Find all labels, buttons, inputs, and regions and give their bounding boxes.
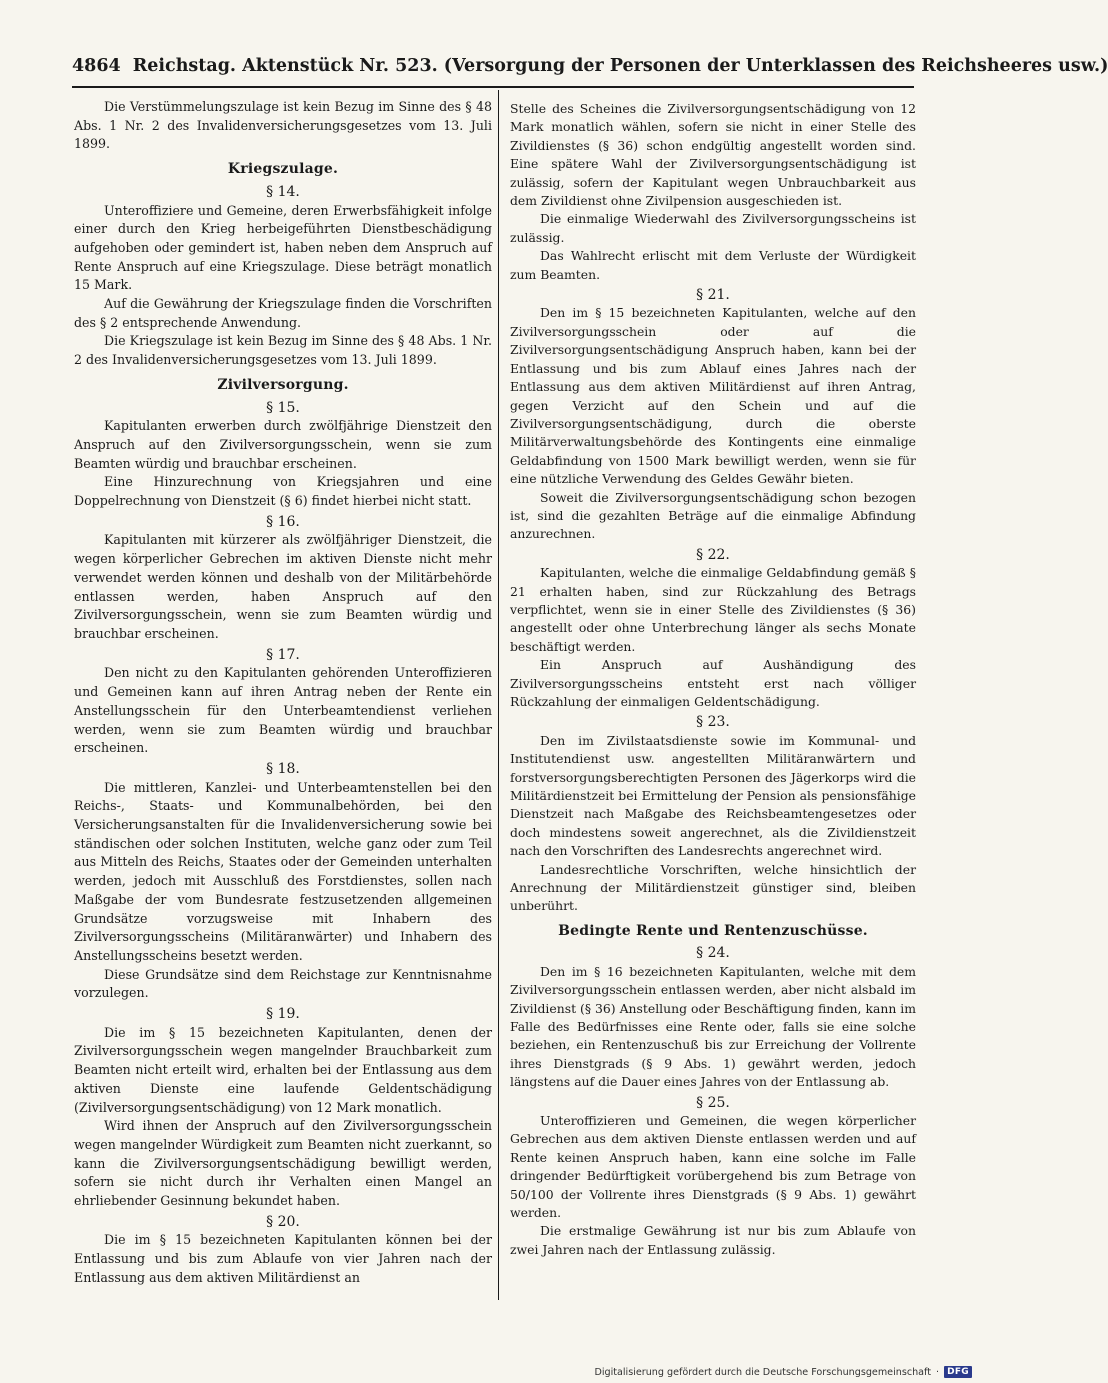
- body-paragraph: Kapitulanten, welche die einmalige Geldabfindung gemäß § 21 erhalten haben, sind zur Rückzahlung des Betrags verpflichtet, wenn sie in einer Stelle des Zivildienstes (§ 36) angestellt oder ohne Unterbrechung länger als sechs Monate beschäftigt werden.: [510, 565, 916, 654]
- header-rule: [72, 86, 914, 88]
- body-paragraph: Kapitulanten erwerben durch zwölfjährige Dienstzeit den Anspruch auf den Zivilversorgungsschein, wenn sie zum Beamten würdig und brauchbar erscheinen.: [74, 418, 492, 471]
- body-paragraph: Unteroffizieren und Gemeinen, die wegen körperlicher Gebrechen aus dem aktiven Dienste entlassen werden und auf Rente keinen Anspruch haben, kann eine solche im Falle dringender Bedürftigkeit vorübergehend bis zum Betrage von 50/100 der Vollrente ihres Dienstgrads (§ 9 Abs. 1) gewährt werden.: [510, 1112, 916, 1220]
- paragraph-number: § 18.: [266, 760, 300, 777]
- body-paragraph: Stelle des Scheines die Zivilversorgungsentschädigung von 12 Mark monatlich wählen, sofern sie nicht in einer Stelle des Zivildienstes (§ 36) schon endgültig angestellt worden sind. Eine spätere Wahl der Zivilversorgungsentschädigung ist zulässig, sofern der Kapitulant wegen Unbrauchbarkeit aus dem Zivildienst ohne Zivilpension ausgeschieden ist.: [510, 101, 916, 209]
- body-paragraph: Diese Grundsätze sind dem Reichstage zur Kenntnisnahme vorzulegen.: [74, 966, 492, 1001]
- body-paragraph: Den nicht zu den Kapitulanten gehörenden Unteroffizieren und Gemeinen kann auf ihren Antrag neben der Rente ein Anstellungsschein für den Unterbeamtendienst verliehen werden, wenn sie zum Beamten würdig und brauchbar erscheinen.: [74, 665, 492, 756]
- paragraph-number: § 22.: [696, 546, 730, 563]
- body-paragraph: Soweit die Zivilversorgungsentschädigung schon bezogen ist, sind die gezahlten Beträge auf die einmalige Abfindung anzurechnen.: [510, 489, 916, 542]
- body-paragraph: Kapitulanten mit kürzerer als zwölfjähriger Dienstzeit, die wegen körperlicher Gebrechen im aktiven Dienste nicht mehr verwendet werden können und deshalb von der Militärbehörde entlassen werden, haben Anspruch auf den Zivilversorgungsschein, wenn sie zum Beamten würdig und brauchbar erscheinen.: [74, 532, 492, 641]
- running-title: Reichstag. Aktenstück Nr. 523. (Versorgung der Personen der Unterklassen des Reichsheeres usw.): [132, 56, 1108, 76]
- paragraph-number: § 15.: [266, 399, 300, 416]
- body-paragraph: Die Kriegszulage ist kein Bezug im Sinne des § 48 Abs. 1 Nr. 2 des Invalidenversicherungsgesetzes vom 13. Juli 1899.: [74, 333, 492, 368]
- section-heading: Kriegszulage.: [227, 161, 339, 178]
- body-paragraph: Den im Zivilstaatsdienste sowie im Kommunal- und Institutendienst usw. angestellten Militäranwärtern und forstversorgungsberechtigten Personen des Jägerkorps wird die Militärdienstzeit bei Ermittelung der Pension als pensionsfähige Dienstzeit nach Maßgabe des Reichsbeamtengesetzes oder doch mindestens soweit angerechnet, als die Zivildienstzeit nach den Vorschriften des Landesrechts angerechnet wird.: [510, 732, 916, 859]
- body-paragraph: Die erstmalige Gewährung ist nur bis zum Ablaufe von zwei Jahren nach der Entlassung zulässig.: [510, 1223, 916, 1257]
- body-paragraph: Auf die Gewährung der Kriegszulage finden die Vorschriften des § 2 entsprechende Anwendung.: [74, 296, 492, 330]
- body-paragraph: Die einmalige Wiederwahl des Zivilversorgungsscheins ist zulässig.: [510, 211, 916, 245]
- footer-separator: ·: [936, 1366, 940, 1378]
- paragraph-number: § 25.: [696, 1094, 730, 1111]
- section-heading: Bedingte Rente und Rentenzuschüsse.: [558, 922, 868, 939]
- body-paragraph: Eine Hinzurechnung von Kriegsjahren und eine Doppelrechnung von Dienstzeit (§ 6) findet hierbei nicht statt.: [74, 474, 492, 509]
- paragraph-number: § 17.: [266, 646, 300, 663]
- column-divider: [498, 90, 499, 1300]
- body-paragraph: Landesrechtliche Vorschriften, welche hinsichtlich der Anrechnung der Militärdienstzeit günstiger sind, bleiben unberührt.: [510, 861, 916, 914]
- body-paragraph: Die im § 15 bezeichneten Kapitulanten, denen der Zivilversorgungsschein wegen mangelnder Brauchbarkeit zum Beamten nicht erteilt wird, erhalten bei der Entlassung aus dem aktiven Dienste eine laufende Geldentschädigung (Zivilversorgungsentschädigung) von 12 Mark monatlich.: [74, 1024, 492, 1115]
- body-paragraph: Die mittleren, Kanzlei- und Unterbeamtenstellen bei den Reichs-, Staats- und Kommunalbehörden, bei den Versicherungsanstalten für die Invalidenversicherung sowie bei ständischen oder solchen Instituten, welche ganz oder zum Teil aus Mitteln des Reichs, Staates oder der Gemeinden unterhalten werden, jedoch mit Ausschluß des Forstdienstes, sollen nach Maßgabe der vom Bundesrate festzusetzenden allgemeinen Grundsätze vorzugsweise mit Inhabern des Zivilversorgungsscheins (Militäranwärter) und Inhabern des Anstellungsscheins besetzt werden.: [74, 779, 492, 963]
- paragraph-number: § 23.: [696, 714, 730, 731]
- paragraph-number: § 24.: [696, 945, 730, 962]
- footer-credit: [594, 1365, 972, 1379]
- paragraph-number: § 20.: [266, 1213, 300, 1230]
- body-paragraph: Den im § 15 bezeichneten Kapitulanten, welche auf den Zivilversorgungsschein oder auf die Zivilversorgungsentschädigung Anspruch haben, kann bei der Entlassung und bis zum Ablauf eines Jahres nach der Entlassung aus dem aktiven Militärdienst auf ihren Antrag, gegen Verzicht auf den Schein und auf die Zivilversorgungsentschädigung, durch die oberste Militärverwaltungsbehörde des Kontingents eine einmalige Geldabfindung von 1500 Mark bewilligt werden, wenn sie für eine nützliche Verwendung des Geldes Gewähr bieten.: [510, 305, 916, 487]
- paragraph-number: § 16.: [266, 513, 300, 530]
- paragraph-number: § 14.: [266, 183, 300, 200]
- body-paragraph: Ein Anspruch auf Aushändigung des Zivilversorgungsscheins entsteht erst nach völliger Rückzahlung der einmaligen Geldentschädigung.: [510, 657, 916, 709]
- body-paragraph: Die im § 15 bezeichneten Kapitulanten können bei der Entlassung und bis zum Ablaufe von vier Jahren nach der Entlassung aus dem aktiven Militärdienst an: [74, 1232, 492, 1285]
- body-paragraph: Wird ihnen der Anspruch auf den Zivilversorgungsschein wegen mangelnder Würdigkeit zum Beamten nicht zuerkannt, so kann die Zivilversorgungsentschädigung bewilligt werden, sofern sie nicht durch ihr Verhalten einen Mangel an ehrliebender Gesinnung bekundet haben.: [74, 1118, 492, 1209]
- page-header: [72, 56, 1108, 88]
- body-paragraph: Den im § 16 bezeichneten Kapitulanten, welche mit dem Zivilversorgungsschein entlassen werden, aber nicht alsbald im Zivildienst (§ 36) Anstellung oder Beschäftigung finden, kann im Falle des Bedürfnisses eine Rente oder, falls sie eine solche beziehen, ein Rentenzuschuß bis zur Erreichung der Vollrente ihres Dienstgrads (§ 9 Abs. 1) gewährt werden, jedoch längstens auf die Dauer eines Jahres von der Entlassung ab.: [510, 963, 916, 1090]
- paragraph-number: § 19.: [266, 1006, 300, 1023]
- section-heading: Zivilversorgung.: [217, 376, 349, 393]
- left-column: [74, 98, 492, 1288]
- page-number: 4864: [72, 56, 121, 76]
- footer-text: Digitalisierung gefördert durch die Deutsche Forschungsgemeinschaft: [594, 1366, 932, 1378]
- body-paragraph: Die Verstümmelungszulage ist kein Bezug im Sinne des § 48 Abs. 1 Nr. 2 des Invalidenversicherungsgesetzes vom 13. Juli 1899.: [74, 99, 492, 152]
- body-paragraph: Das Wahlrecht erlischt mit dem Verluste der Würdigkeit zum Beamten.: [510, 248, 916, 282]
- right-column: [510, 100, 916, 1259]
- body-paragraph: Unteroffiziere und Gemeine, deren Erwerbsfähigkeit infolge einer durch den Krieg herbeigeführten Dienstbeschädigung aufgehoben oder gemindert ist, haben neben dem Anspruch auf Rente Anspruch auf eine Kriegszulage. Diese beträgt monatlich 15 Mark.: [74, 202, 492, 293]
- dfg-logo: DFG: [944, 1366, 972, 1378]
- paragraph-number: § 21.: [696, 287, 730, 304]
